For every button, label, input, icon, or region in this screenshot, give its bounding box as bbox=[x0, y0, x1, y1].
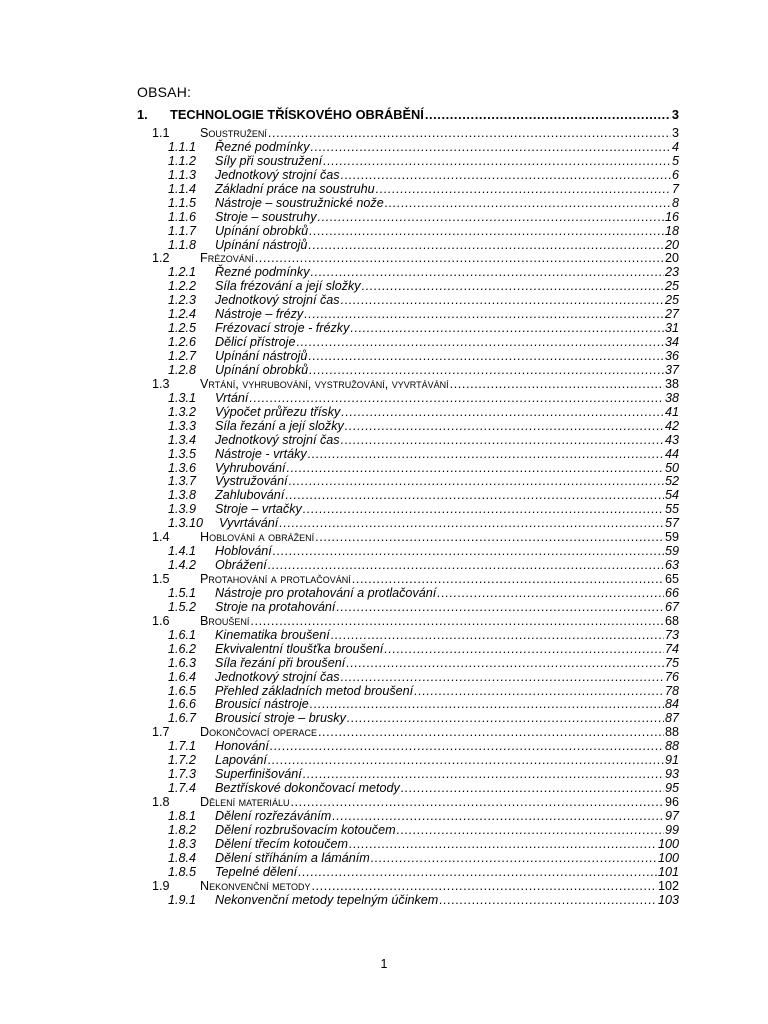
toc-dot-leader bbox=[311, 266, 664, 280]
toc-entry-title: Ekvivalentní tloušťka broušení bbox=[215, 641, 384, 656]
toc-dot-leader bbox=[437, 587, 664, 601]
toc-entry-title: Síly při soustružení bbox=[215, 153, 323, 168]
toc-dot-leader bbox=[347, 712, 664, 726]
toc-entry-1-7-2[interactable] bbox=[137, 754, 679, 768]
toc-entry-page: 3 bbox=[671, 107, 679, 122]
toc-entry-page: 96 bbox=[664, 795, 679, 809]
toc-entry-number: 1.9 bbox=[152, 878, 170, 893]
toc-dot-leader bbox=[268, 754, 664, 768]
toc-entry-1-4-2[interactable] bbox=[137, 559, 679, 573]
toc-entry-page: 75 bbox=[664, 655, 679, 670]
toc-entry-title: Dělicí přístroje bbox=[215, 335, 296, 350]
toc-entry-1-3-5[interactable] bbox=[137, 448, 679, 462]
toc-dot-leader bbox=[346, 657, 664, 671]
toc-entry-1-2-6[interactable] bbox=[137, 336, 679, 350]
toc-entry-title: Kinematika broušení bbox=[215, 627, 330, 642]
toc-entry-1-2-5[interactable] bbox=[137, 322, 679, 336]
toc-entry-title: Vystružování bbox=[215, 474, 288, 489]
toc-entry-number: 1.1.1 bbox=[168, 139, 197, 154]
toc-entry-title: Dělení třecím kotoučem bbox=[215, 836, 348, 851]
toc-dot-leader bbox=[318, 211, 664, 225]
toc-entry-1-5-2[interactable] bbox=[137, 601, 679, 615]
toc-entry-title: Brousicí stroje – brusky bbox=[215, 711, 346, 726]
toc-dot-leader bbox=[270, 740, 664, 754]
toc-entry-number: 1.3.4 bbox=[168, 432, 197, 447]
toc-entry-number: 1.1.5 bbox=[168, 195, 197, 210]
toc-entry-page: 103 bbox=[657, 892, 679, 907]
toc-entry-1-1-7[interactable] bbox=[137, 225, 679, 239]
toc-entry-title: Protahování a protlačování bbox=[200, 572, 351, 586]
toc-entry-number: 1.6.3 bbox=[168, 655, 197, 670]
page-number-footer: 1 bbox=[380, 957, 388, 971]
toc-entry-page: 57 bbox=[664, 516, 679, 531]
toc-entry-page: 36 bbox=[664, 349, 679, 363]
toc-entry-page: 95 bbox=[664, 781, 679, 796]
toc-entry-number: 1.8.1 bbox=[168, 808, 197, 823]
toc-entry-number: 1.2.6 bbox=[168, 335, 197, 350]
toc-dot-leader bbox=[303, 768, 664, 782]
toc-dot-leader bbox=[323, 155, 671, 169]
toc-entry-number: 1.7.1 bbox=[168, 739, 197, 754]
toc-entry-page: 100 bbox=[657, 850, 679, 865]
toc-entry-page: 68 bbox=[664, 613, 679, 628]
toc-entry-number: 1.2.7 bbox=[168, 349, 197, 363]
toc-entry-number: 1.1.8 bbox=[168, 237, 197, 252]
toc-dot-leader bbox=[268, 559, 664, 573]
toc-entry-1[interactable] bbox=[137, 103, 679, 127]
toc-entry-title: Výpočet průřezu třísky bbox=[215, 404, 341, 419]
toc-entry-number: 1.6.6 bbox=[168, 697, 197, 712]
toc-entry-1-3-9[interactable] bbox=[137, 503, 679, 517]
toc-entry-number: 1.3.3 bbox=[168, 418, 197, 433]
toc-dot-leader bbox=[336, 601, 664, 615]
toc-entry-number: 1.7.2 bbox=[168, 753, 197, 768]
toc-entry-page: 4 bbox=[671, 139, 679, 154]
toc-dot-leader bbox=[352, 573, 664, 587]
toc-dot-leader bbox=[268, 127, 671, 141]
toc-dot-leader bbox=[341, 434, 664, 448]
toc-entry-title: Jednotkový strojní čas bbox=[215, 293, 340, 308]
toc-entry-1-3-10[interactable] bbox=[137, 517, 679, 531]
toc-dot-leader bbox=[303, 503, 664, 517]
toc-entry-1-7-1[interactable] bbox=[137, 740, 679, 754]
toc-entry-1-6-4[interactable] bbox=[137, 671, 679, 685]
toc-entry-number: 1.2.4 bbox=[168, 307, 197, 322]
toc-dot-leader bbox=[450, 378, 664, 392]
toc-entry-title: Lapování bbox=[215, 753, 267, 768]
toc-entry-title: Řezné podmínky bbox=[215, 265, 310, 280]
toc-entry-page: 43 bbox=[664, 432, 679, 447]
toc-dot-leader bbox=[397, 824, 664, 838]
toc-entry-title: Nástroje pro protahování a protlačování bbox=[215, 585, 437, 600]
toc-entry-page: 87 bbox=[664, 711, 679, 726]
toc-entry-number: 1.2 bbox=[152, 251, 170, 266]
toc-entry-number: 1.4.1 bbox=[168, 544, 197, 559]
toc-entry-1-3-2[interactable] bbox=[137, 406, 679, 420]
toc-entry-number: 1.1.7 bbox=[168, 223, 197, 238]
toc-dot-leader bbox=[385, 197, 671, 211]
toc-entry-number: 1.8 bbox=[152, 795, 170, 809]
toc-entry-1-2-4[interactable] bbox=[137, 308, 679, 322]
toc-dot-leader bbox=[345, 420, 664, 434]
toc-entry-number: 1.3.8 bbox=[168, 488, 197, 503]
toc-entry-1-8-2[interactable] bbox=[137, 824, 679, 838]
toc-entry-title: Superfinišování bbox=[215, 767, 302, 782]
toc-entry-number: 1.7 bbox=[152, 725, 170, 740]
toc-dot-leader bbox=[332, 810, 664, 824]
toc-entry-number: 1.7.4 bbox=[168, 781, 197, 796]
toc-entry-page: 76 bbox=[664, 669, 679, 684]
toc-entry-number: 1.8.5 bbox=[168, 864, 197, 879]
toc-dot-leader bbox=[310, 698, 664, 712]
toc-entry-title: Řezné podmínky bbox=[215, 139, 310, 154]
toc-entry-title: Dělení stříháním a lámáním bbox=[215, 850, 370, 865]
toc-entry-page: 59 bbox=[664, 530, 679, 545]
toc-entry-page: 66 bbox=[664, 585, 679, 600]
toc-entry-number: 1.6.1 bbox=[168, 627, 197, 642]
toc-entry-1-6-7[interactable] bbox=[137, 712, 679, 726]
toc-dot-leader bbox=[349, 838, 657, 852]
toc-entry-1-1-1[interactable] bbox=[137, 141, 679, 155]
toc-entry-title: Vrtání, vyhrubování, vystružování, vyvrtávání bbox=[200, 376, 449, 391]
toc-entry-title: Vyhrubování bbox=[215, 460, 286, 475]
toc-entry-1-3-8[interactable] bbox=[137, 489, 679, 503]
toc-entry-1-1-6[interactable] bbox=[137, 211, 679, 225]
toc-entry-title: Stroje – soustruhy bbox=[215, 209, 317, 224]
toc-entry-1-7[interactable] bbox=[137, 726, 679, 740]
toc-dot-leader bbox=[425, 103, 671, 127]
toc-entry-title: Soustružení bbox=[200, 126, 267, 140]
toc-dot-leader bbox=[318, 726, 664, 740]
toc-entry-1-6-5[interactable] bbox=[137, 685, 679, 699]
toc-entry-1-2-7[interactable] bbox=[137, 350, 679, 364]
toc-entry-title: Základní práce na soustruhu bbox=[215, 181, 375, 196]
toc-entry-page: 102 bbox=[657, 878, 679, 893]
toc-entry-number: 1.1.6 bbox=[168, 209, 197, 224]
toc-entry-title: Upínání nástrojů bbox=[215, 237, 308, 252]
toc-entry-page: 99 bbox=[664, 822, 679, 837]
toc-dot-leader bbox=[298, 866, 657, 880]
toc-entry-number: 1.8.4 bbox=[168, 850, 197, 865]
toc-entry-1-7-4[interactable] bbox=[137, 782, 679, 796]
toc-entry-1-5[interactable] bbox=[137, 573, 679, 587]
toc-entry-1-8-4[interactable] bbox=[137, 852, 679, 866]
toc-entry-page: 44 bbox=[664, 446, 679, 461]
toc-entry-number: 1.9.1 bbox=[168, 892, 197, 907]
toc-dot-leader bbox=[315, 531, 664, 545]
toc-entry-page: 84 bbox=[664, 697, 679, 712]
toc-dot-leader bbox=[414, 685, 664, 699]
toc-entry-page: 54 bbox=[664, 488, 679, 503]
toc-entry-1-3-3[interactable] bbox=[137, 420, 679, 434]
toc-entry-title: Hoblování bbox=[215, 544, 272, 559]
toc-entry-page: 78 bbox=[664, 683, 679, 698]
toc-entry-title: Upínání obrobků bbox=[215, 362, 309, 377]
toc-entry-1-8-3[interactable] bbox=[137, 838, 679, 852]
toc-dot-leader bbox=[250, 615, 664, 629]
toc-entry-page: 42 bbox=[664, 418, 679, 433]
toc-entry-page: 18 bbox=[664, 223, 679, 238]
toc-entry-page: 93 bbox=[664, 767, 679, 782]
toc-dot-leader bbox=[309, 364, 664, 378]
toc-dot-leader bbox=[350, 322, 664, 336]
toc-dot-leader bbox=[341, 406, 664, 420]
toc-entry-page: 6 bbox=[671, 167, 679, 182]
toc-dot-leader bbox=[371, 852, 657, 866]
toc-entry-number: 1.2.3 bbox=[168, 293, 197, 308]
toc-entry-1-2-1[interactable] bbox=[137, 266, 679, 280]
toc-entry-1-3-1[interactable] bbox=[137, 392, 679, 406]
toc-entry-title: Dělení rozřezáváním bbox=[215, 808, 332, 823]
toc-entry-title: Upínání obrobků bbox=[215, 223, 309, 238]
toc-entry-page: 41 bbox=[664, 404, 679, 419]
toc-entry-page: 27 bbox=[664, 307, 679, 322]
toc-entry-page: 20 bbox=[664, 237, 679, 252]
toc-entry-title: Dělení materiálu bbox=[200, 795, 290, 809]
toc-entry-number: 1.6 bbox=[152, 613, 170, 628]
toc-entry-title: Vrtání bbox=[215, 390, 249, 405]
toc-entry-number: 1.3 bbox=[152, 376, 170, 391]
toc-entry-page: 67 bbox=[664, 599, 679, 614]
toc-entry-page: 20 bbox=[664, 251, 679, 266]
toc-dot-leader bbox=[286, 462, 664, 476]
toc-entry-page: 91 bbox=[664, 753, 679, 768]
toc-entry-1-1-4[interactable] bbox=[137, 183, 679, 197]
toc-entry-title: Stroje na protahování bbox=[215, 599, 336, 614]
toc-entry-1-6-2[interactable] bbox=[137, 643, 679, 657]
toc-entry-1-1-8[interactable] bbox=[137, 239, 679, 253]
toc-entry-page: 31 bbox=[664, 321, 679, 336]
toc-entry-number: 1.3.10 bbox=[168, 516, 204, 531]
toc-entry-page: 34 bbox=[664, 335, 679, 350]
toc-entry-number: 1.6.7 bbox=[168, 711, 197, 726]
toc-entry-number: 1.1.4 bbox=[168, 181, 197, 196]
toc-dot-leader bbox=[308, 239, 664, 253]
toc-entry-number: 1.6.4 bbox=[168, 669, 197, 684]
toc-dot-leader bbox=[401, 782, 664, 796]
toc-entry-title: TECHNOLOGIE TŘÍSKOVÉHO OBRÁBĚNÍ bbox=[170, 107, 424, 122]
toc-dot-leader bbox=[296, 336, 664, 350]
toc-dot-leader bbox=[341, 294, 664, 308]
toc-entry-number: 1.3.9 bbox=[168, 502, 197, 517]
toc-dot-leader bbox=[255, 252, 664, 266]
toc-entry-page: 59 bbox=[664, 544, 679, 559]
toc-entry-number: 1.7.3 bbox=[168, 767, 197, 782]
toc-entry-page: 97 bbox=[664, 808, 679, 823]
toc-entry-number: 1.1.3 bbox=[168, 167, 197, 182]
toc-entry-1-6[interactable] bbox=[137, 615, 679, 629]
toc-entry-title: Dělení rozbrušovacím kotoučem bbox=[215, 822, 396, 837]
toc-entry-1-1-3[interactable] bbox=[137, 169, 679, 183]
toc-entry-title: Přehled základních metod broušení bbox=[215, 683, 414, 698]
toc-entry-title: Jednotkový strojní čas bbox=[215, 167, 340, 182]
toc-entry-title: Nástroje – frézy bbox=[215, 307, 304, 322]
toc-entry-page: 7 bbox=[671, 181, 679, 196]
toc-entry-1-6-3[interactable] bbox=[137, 657, 679, 671]
toc-entry-number: 1.6.5 bbox=[168, 683, 197, 698]
table-of-contents bbox=[137, 103, 679, 908]
toc-entry-1-1[interactable] bbox=[137, 127, 679, 141]
toc-dot-leader bbox=[308, 350, 664, 364]
toc-entry-1-8-5[interactable] bbox=[137, 866, 679, 880]
toc-entry-title: Brousicí nástroje bbox=[215, 697, 309, 712]
toc-entry-number: 1.5.1 bbox=[168, 585, 197, 600]
toc-entry-page: 8 bbox=[671, 195, 679, 210]
toc-dot-leader bbox=[311, 141, 671, 155]
toc-entry-1-8[interactable] bbox=[137, 796, 679, 810]
toc-entry-1-5-1[interactable] bbox=[137, 587, 679, 601]
toc-entry-title: Nekonvenční metody bbox=[200, 878, 311, 893]
toc-entry-number: 1.1 bbox=[152, 126, 170, 140]
toc-entry-1-9[interactable] bbox=[137, 880, 679, 894]
toc-entry-1-9-1[interactable] bbox=[137, 894, 679, 908]
toc-dot-leader bbox=[249, 392, 664, 406]
toc-entry-number: 1.2.1 bbox=[168, 265, 197, 280]
toc-entry-title: Broušení bbox=[200, 613, 250, 628]
toc-entry-1-6-1[interactable] bbox=[137, 629, 679, 643]
toc-entry-1-1-2[interactable] bbox=[137, 155, 679, 169]
toc-entry-title: Vyvrtávání bbox=[219, 516, 279, 531]
toc-entry-title: Síla řezání při broušení bbox=[215, 655, 346, 670]
toc-dot-leader bbox=[309, 225, 664, 239]
toc-entry-page: 50 bbox=[664, 460, 679, 475]
toc-entry-1-3[interactable] bbox=[137, 378, 679, 392]
toc-entry-page: 3 bbox=[671, 126, 679, 140]
toc-entry-page: 73 bbox=[664, 627, 679, 642]
toc-entry-page: 88 bbox=[664, 725, 679, 740]
toc-entry-page: 101 bbox=[657, 864, 679, 879]
toc-entry-title: Nástroje – soustružnické nože bbox=[215, 195, 384, 210]
toc-dot-leader bbox=[362, 280, 664, 294]
toc-entry-number: 1.3.5 bbox=[168, 446, 197, 461]
toc-entry-title: Nástroje - vrtáky bbox=[215, 446, 307, 461]
toc-entry-title: Stroje – vrtačky bbox=[215, 502, 302, 517]
toc-entry-page: 88 bbox=[664, 739, 679, 754]
toc-entry-number: 1.1.2 bbox=[168, 153, 197, 168]
toc-entry-1-3-6[interactable] bbox=[137, 462, 679, 476]
toc-entry-title: Síla řezání a její složky bbox=[215, 418, 344, 433]
toc-entry-title: Frézovací stroje - frézky bbox=[215, 321, 350, 336]
toc-entry-1-2-3[interactable] bbox=[137, 294, 679, 308]
toc-entry-title: Jednotkový strojní čas bbox=[215, 669, 340, 684]
toc-entry-1-8-1[interactable] bbox=[137, 810, 679, 824]
toc-heading: OBSAH: bbox=[137, 84, 192, 100]
toc-entry-page: 23 bbox=[664, 265, 679, 280]
toc-entry-page: 25 bbox=[664, 293, 679, 308]
toc-entry-page: 74 bbox=[664, 641, 679, 656]
toc-entry-1-3-4[interactable] bbox=[137, 434, 679, 448]
toc-entry-page: 37 bbox=[664, 362, 679, 377]
toc-dot-leader bbox=[439, 894, 657, 908]
toc-entry-number: 1.2.5 bbox=[168, 321, 197, 336]
toc-entry-number: 1.4 bbox=[152, 530, 170, 545]
toc-entry-title: Beztřískové dokončovací metody bbox=[215, 781, 400, 796]
toc-entry-title: Obrážení bbox=[215, 558, 267, 573]
toc-entry-1-1-5[interactable] bbox=[137, 197, 679, 211]
toc-dot-leader bbox=[279, 517, 664, 531]
toc-dot-leader bbox=[341, 671, 664, 685]
toc-entry-1-7-3[interactable] bbox=[137, 768, 679, 782]
toc-entry-number: 1.3.1 bbox=[168, 390, 197, 405]
toc-dot-leader bbox=[290, 796, 664, 810]
toc-entry-title: Nekonvenční metody tepelným účinkem bbox=[215, 892, 439, 907]
toc-entry-number: 1.8.3 bbox=[168, 836, 197, 851]
toc-entry-title: Frézování bbox=[200, 251, 254, 266]
toc-dot-leader bbox=[376, 183, 671, 197]
toc-entry-title: Honování bbox=[215, 739, 269, 754]
toc-entry-number: 1.2.2 bbox=[168, 279, 197, 294]
toc-dot-leader bbox=[331, 629, 664, 643]
toc-entry-number: 1.3.2 bbox=[168, 404, 197, 419]
toc-entry-title: Upínání nástrojů bbox=[215, 349, 308, 363]
toc-dot-leader bbox=[308, 448, 664, 462]
toc-entry-1-4-1[interactable] bbox=[137, 545, 679, 559]
toc-entry-number: 1.2.8 bbox=[168, 362, 197, 377]
toc-entry-page: 25 bbox=[664, 279, 679, 294]
toc-entry-1-4[interactable] bbox=[137, 531, 679, 545]
toc-entry-page: 38 bbox=[664, 376, 679, 391]
toc-entry-title: Tepelné dělení bbox=[215, 864, 298, 879]
toc-entry-number: 1.5.2 bbox=[168, 599, 197, 614]
toc-dot-leader bbox=[285, 489, 664, 503]
toc-dot-leader bbox=[273, 545, 664, 559]
toc-entry-number: 1.8.2 bbox=[168, 822, 197, 837]
toc-entry-title: Síla frézování a její složky bbox=[215, 279, 361, 294]
toc-entry-number: 1.4.2 bbox=[168, 558, 197, 573]
toc-dot-leader bbox=[289, 475, 664, 489]
toc-entry-title: Dokončovací operace bbox=[200, 725, 317, 740]
toc-dot-leader bbox=[341, 169, 671, 183]
toc-entry-title: Zahlubování bbox=[215, 488, 285, 503]
toc-entry-page: 52 bbox=[664, 474, 679, 489]
toc-entry-1-2-2[interactable] bbox=[137, 280, 679, 294]
toc-entry-page: 16 bbox=[664, 209, 679, 224]
toc-entry-number: 1.5 bbox=[152, 572, 170, 586]
toc-entry-page: 55 bbox=[664, 502, 679, 517]
toc-dot-leader bbox=[384, 643, 664, 657]
toc-dot-leader bbox=[311, 880, 657, 894]
toc-entry-1-6-6[interactable] bbox=[137, 698, 679, 712]
toc-dot-leader bbox=[304, 308, 664, 322]
toc-entry-number: 1.3.6 bbox=[168, 460, 197, 475]
toc-entry-page: 38 bbox=[664, 390, 679, 405]
toc-entry-title: Hoblování a obrážení bbox=[200, 530, 315, 545]
toc-entry-1-2-8[interactable] bbox=[137, 364, 679, 378]
toc-entry-page: 5 bbox=[671, 153, 679, 168]
toc-entry-title: Jednotkový strojní čas bbox=[215, 432, 340, 447]
toc-entry-page: 100 bbox=[657, 836, 679, 851]
toc-entry-number: 1. bbox=[137, 107, 148, 122]
toc-entry-page: 63 bbox=[664, 558, 679, 573]
toc-entry-number: 1.3.7 bbox=[168, 474, 197, 489]
toc-entry-number: 1.6.2 bbox=[168, 641, 197, 656]
toc-entry-1-3-7[interactable] bbox=[137, 475, 679, 489]
toc-entry-page: 65 bbox=[664, 572, 679, 586]
